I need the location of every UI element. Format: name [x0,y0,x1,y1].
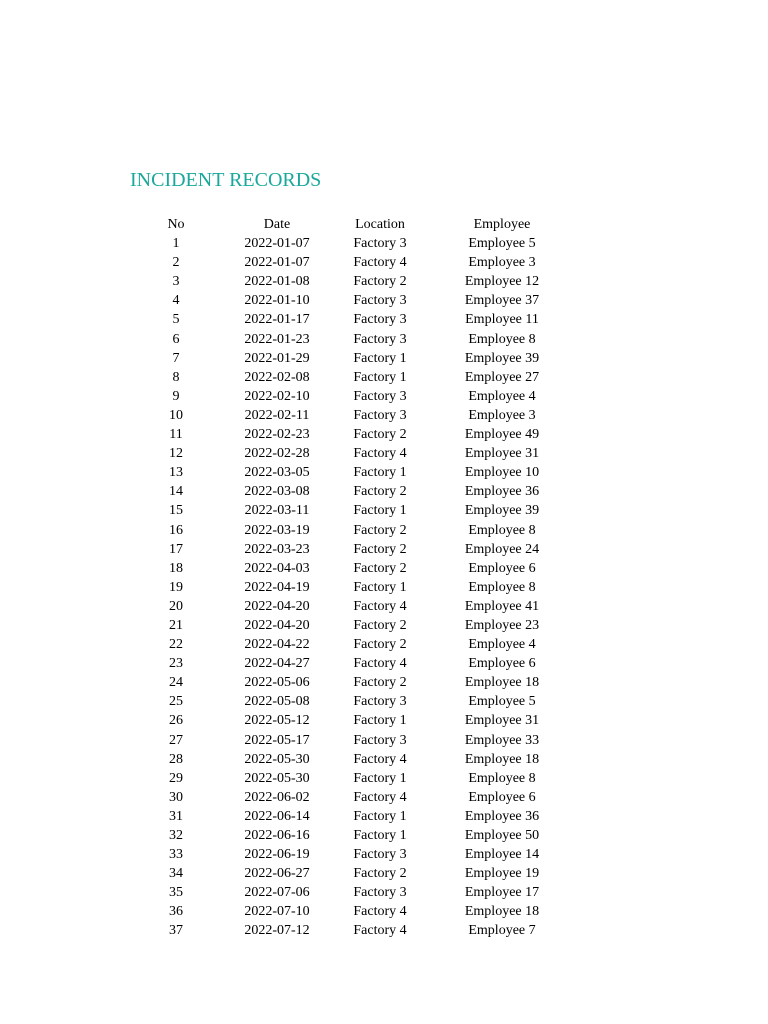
cell-employee: Employee 4 [468,388,536,404]
cell-location: Factory 1 [353,828,407,843]
cell-date: 2022-05-06 [244,675,310,691]
cell-employee: Employee 7 [468,923,536,939]
cell-employee: Employee 18 [464,675,540,691]
cell-employee: Employee 31 [464,713,540,729]
table-row [144,826,590,845]
cell-employee: Employee 12 [464,274,540,290]
cell-no: 33 [169,847,183,863]
table-row [144,616,590,635]
cell-date: 2022-07-10 [244,904,310,920]
cell-location: Factory 1 [353,465,407,481]
cell-no: 8 [172,369,180,385]
cell-employee: Employee 39 [464,503,540,519]
cell-employee: Employee 3 [468,407,536,423]
cell-employee: Employee 8 [468,331,536,347]
table-row [144,463,590,482]
cell-employee: Employee 24 [464,541,540,557]
cell-employee: Employee 36 [464,484,540,500]
cell-location: Factory 1 [353,808,407,824]
cell-employee: Employee 8 [468,579,536,595]
cell-employee: Employee 31 [464,446,540,462]
table-header-row [144,215,590,234]
cell-location: Factory 2 [353,675,407,691]
cell-no: 19 [169,579,183,595]
cell-employee: Employee 27 [464,369,540,385]
cell-employee: Employee 6 [468,789,536,805]
cell-date: 2022-07-06 [244,885,310,901]
cell-date: 2022-02-28 [244,446,310,462]
cell-no: 22 [169,637,183,653]
table-row [144,731,590,750]
table-row [144,501,590,520]
cell-no: 11 [169,427,183,443]
cell-no: 16 [169,522,183,538]
table-body [144,234,590,940]
table-row [144,406,590,425]
cell-employee: Employee 49 [464,427,540,443]
cell-no: 6 [172,331,180,347]
cell-location: Factory 3 [353,885,407,901]
cell-date: 2022-06-19 [244,847,310,863]
cell-employee: Employee 14 [464,847,540,863]
cell-no: 32 [169,828,183,843]
table-row [144,654,590,673]
cell-employee: Employee 50 [464,828,540,843]
cell-employee: Employee 18 [464,751,540,767]
cell-date: 2022-01-08 [244,274,310,290]
cell-date: 2022-06-27 [244,866,310,882]
column-header-employee: Employee [473,217,531,232]
cell-date: 2022-01-10 [244,293,310,309]
cell-no: 5 [172,312,180,328]
cell-location: Factory 3 [353,236,407,252]
incident-records-table [144,215,590,941]
table-row [144,921,590,940]
cell-date: 2022-03-05 [244,465,310,481]
cell-no: 9 [172,388,180,404]
cell-date: 2022-02-11 [244,407,310,423]
cell-location: Factory 2 [353,484,407,500]
cell-no: 17 [169,541,183,557]
cell-employee: Employee 39 [464,350,540,366]
cell-date: 2022-02-08 [244,369,310,385]
cell-no: 30 [169,789,183,805]
table-row [144,272,590,291]
table-row [144,540,590,559]
cell-date: 2022-07-12 [244,923,310,939]
table-row [144,349,590,368]
cell-date: 2022-05-30 [244,770,310,786]
cell-employee: Employee 6 [468,560,536,576]
cell-no: 31 [169,808,183,824]
cell-employee: Employee 33 [464,732,540,748]
table-row [144,788,590,807]
cell-employee: Employee 23 [464,617,540,633]
cell-employee: Employee 4 [468,637,536,653]
cell-employee: Employee 18 [464,904,540,920]
cell-location: Factory 2 [353,522,407,538]
cell-date: 2022-01-29 [244,350,310,366]
cell-location: Factory 1 [353,579,407,595]
table-row [144,845,590,864]
cell-date: 2022-04-27 [244,656,310,672]
cell-no: 20 [169,598,183,614]
table-row [144,234,590,253]
cell-location: Factory 2 [353,637,407,653]
cell-date: 2022-01-07 [244,236,310,252]
cell-location: Factory 4 [353,598,407,614]
table-row [144,711,590,730]
table-row [144,597,590,616]
cell-no: 12 [169,446,183,462]
table-row [144,578,590,597]
cell-no: 3 [172,274,180,290]
table-row [144,425,590,444]
cell-location: Factory 4 [353,789,407,805]
cell-date: 2022-02-23 [244,427,310,443]
cell-date: 2022-06-16 [244,828,310,843]
cell-employee: Employee 41 [464,598,540,614]
table-row [144,864,590,883]
cell-date: 2022-03-11 [244,503,310,519]
table-row [144,387,590,406]
cell-date: 2022-01-23 [244,331,310,347]
cell-no: 29 [169,770,183,786]
cell-employee: Employee 8 [468,522,536,538]
cell-date: 2022-01-17 [244,312,310,328]
cell-date: 2022-04-20 [244,617,310,633]
table-row [144,482,590,501]
cell-location: Factory 3 [353,847,407,863]
cell-date: 2022-04-20 [244,598,310,614]
cell-date: 2022-01-07 [244,255,310,271]
cell-employee: Employee 5 [468,236,536,252]
table-row [144,330,590,349]
cell-no: 14 [169,484,183,500]
cell-location: Factory 4 [353,904,407,920]
cell-employee: Employee 10 [464,465,540,481]
cell-date: 2022-05-08 [244,694,310,710]
cell-employee: Employee 37 [464,293,540,309]
cell-location: Factory 1 [353,503,407,519]
cell-employee: Employee 3 [468,255,536,271]
table-row [144,673,590,692]
cell-no: 2 [172,255,180,271]
cell-employee: Employee 8 [468,770,536,786]
cell-location: Factory 4 [353,923,407,939]
cell-location: Factory 1 [353,350,407,366]
table-row [144,291,590,310]
table-row [144,635,590,654]
cell-no: 27 [169,732,183,748]
table-row [144,310,590,329]
table-row [144,521,590,540]
table-row [144,750,590,769]
cell-employee: Employee 6 [468,656,536,672]
cell-date: 2022-04-19 [244,579,310,595]
table-row [144,807,590,826]
cell-employee: Employee 36 [464,808,540,824]
cell-no: 24 [169,675,183,691]
cell-date: 2022-04-03 [244,560,310,576]
cell-location: Factory 2 [353,541,407,557]
cell-location: Factory 2 [353,427,407,443]
table-row [144,368,590,387]
cell-date: 2022-06-14 [244,808,310,824]
cell-location: Factory 2 [353,560,407,576]
cell-date: 2022-05-17 [244,732,310,748]
cell-date: 2022-04-22 [244,637,310,653]
cell-no: 37 [169,923,183,939]
cell-location: Factory 4 [353,446,407,462]
cell-no: 34 [169,866,183,882]
cell-location: Factory 3 [353,407,407,423]
cell-no: 23 [169,656,183,672]
cell-employee: Employee 11 [465,312,539,328]
cell-location: Factory 3 [353,331,407,347]
column-header-no: No [167,217,185,232]
page-title: INCIDENT RECORDS [130,169,322,191]
cell-date: 2022-03-08 [244,484,310,500]
cell-date: 2022-06-02 [244,789,310,805]
cell-location: Factory 1 [353,713,407,729]
table-row [144,769,590,788]
cell-location: Factory 3 [353,312,407,328]
cell-employee: Employee 19 [464,866,540,882]
column-header-date: Date [263,217,291,232]
cell-no: 10 [169,407,183,423]
cell-no: 35 [169,885,183,901]
cell-location: Factory 2 [353,866,407,882]
cell-location: Factory 2 [353,274,407,290]
cell-location: Factory 3 [353,694,407,710]
cell-location: Factory 4 [353,656,407,672]
table-row [144,902,590,921]
cell-no: 15 [169,503,183,519]
cell-no: 25 [169,694,183,710]
cell-location: Factory 4 [353,751,407,767]
cell-location: Factory 1 [353,770,407,786]
cell-no: 4 [172,293,180,309]
cell-date: 2022-05-12 [244,713,310,729]
table-row [144,692,590,711]
cell-location: Factory 4 [353,255,407,271]
table-row [144,883,590,902]
cell-date: 2022-03-23 [244,541,310,557]
cell-no: 36 [169,904,183,920]
cell-no: 18 [169,560,183,576]
cell-date: 2022-02-10 [244,388,310,404]
cell-date: 2022-03-19 [244,522,310,538]
cell-no: 1 [172,236,180,252]
cell-location: Factory 3 [353,732,407,748]
cell-location: Factory 2 [353,617,407,633]
cell-location: Factory 3 [353,388,407,404]
cell-location: Factory 3 [353,293,407,309]
cell-employee: Employee 5 [468,694,536,710]
cell-date: 2022-05-30 [244,751,310,767]
table-row [144,444,590,463]
table-row [144,253,590,272]
column-header-location: Location [355,217,405,232]
cell-no: 21 [169,617,183,633]
cell-no: 7 [172,350,180,366]
cell-location: Factory 1 [353,369,407,385]
cell-employee: Employee 17 [464,885,540,901]
cell-no: 13 [169,465,183,481]
table-row [144,559,590,578]
cell-no: 26 [169,713,183,729]
cell-no: 28 [169,751,183,767]
